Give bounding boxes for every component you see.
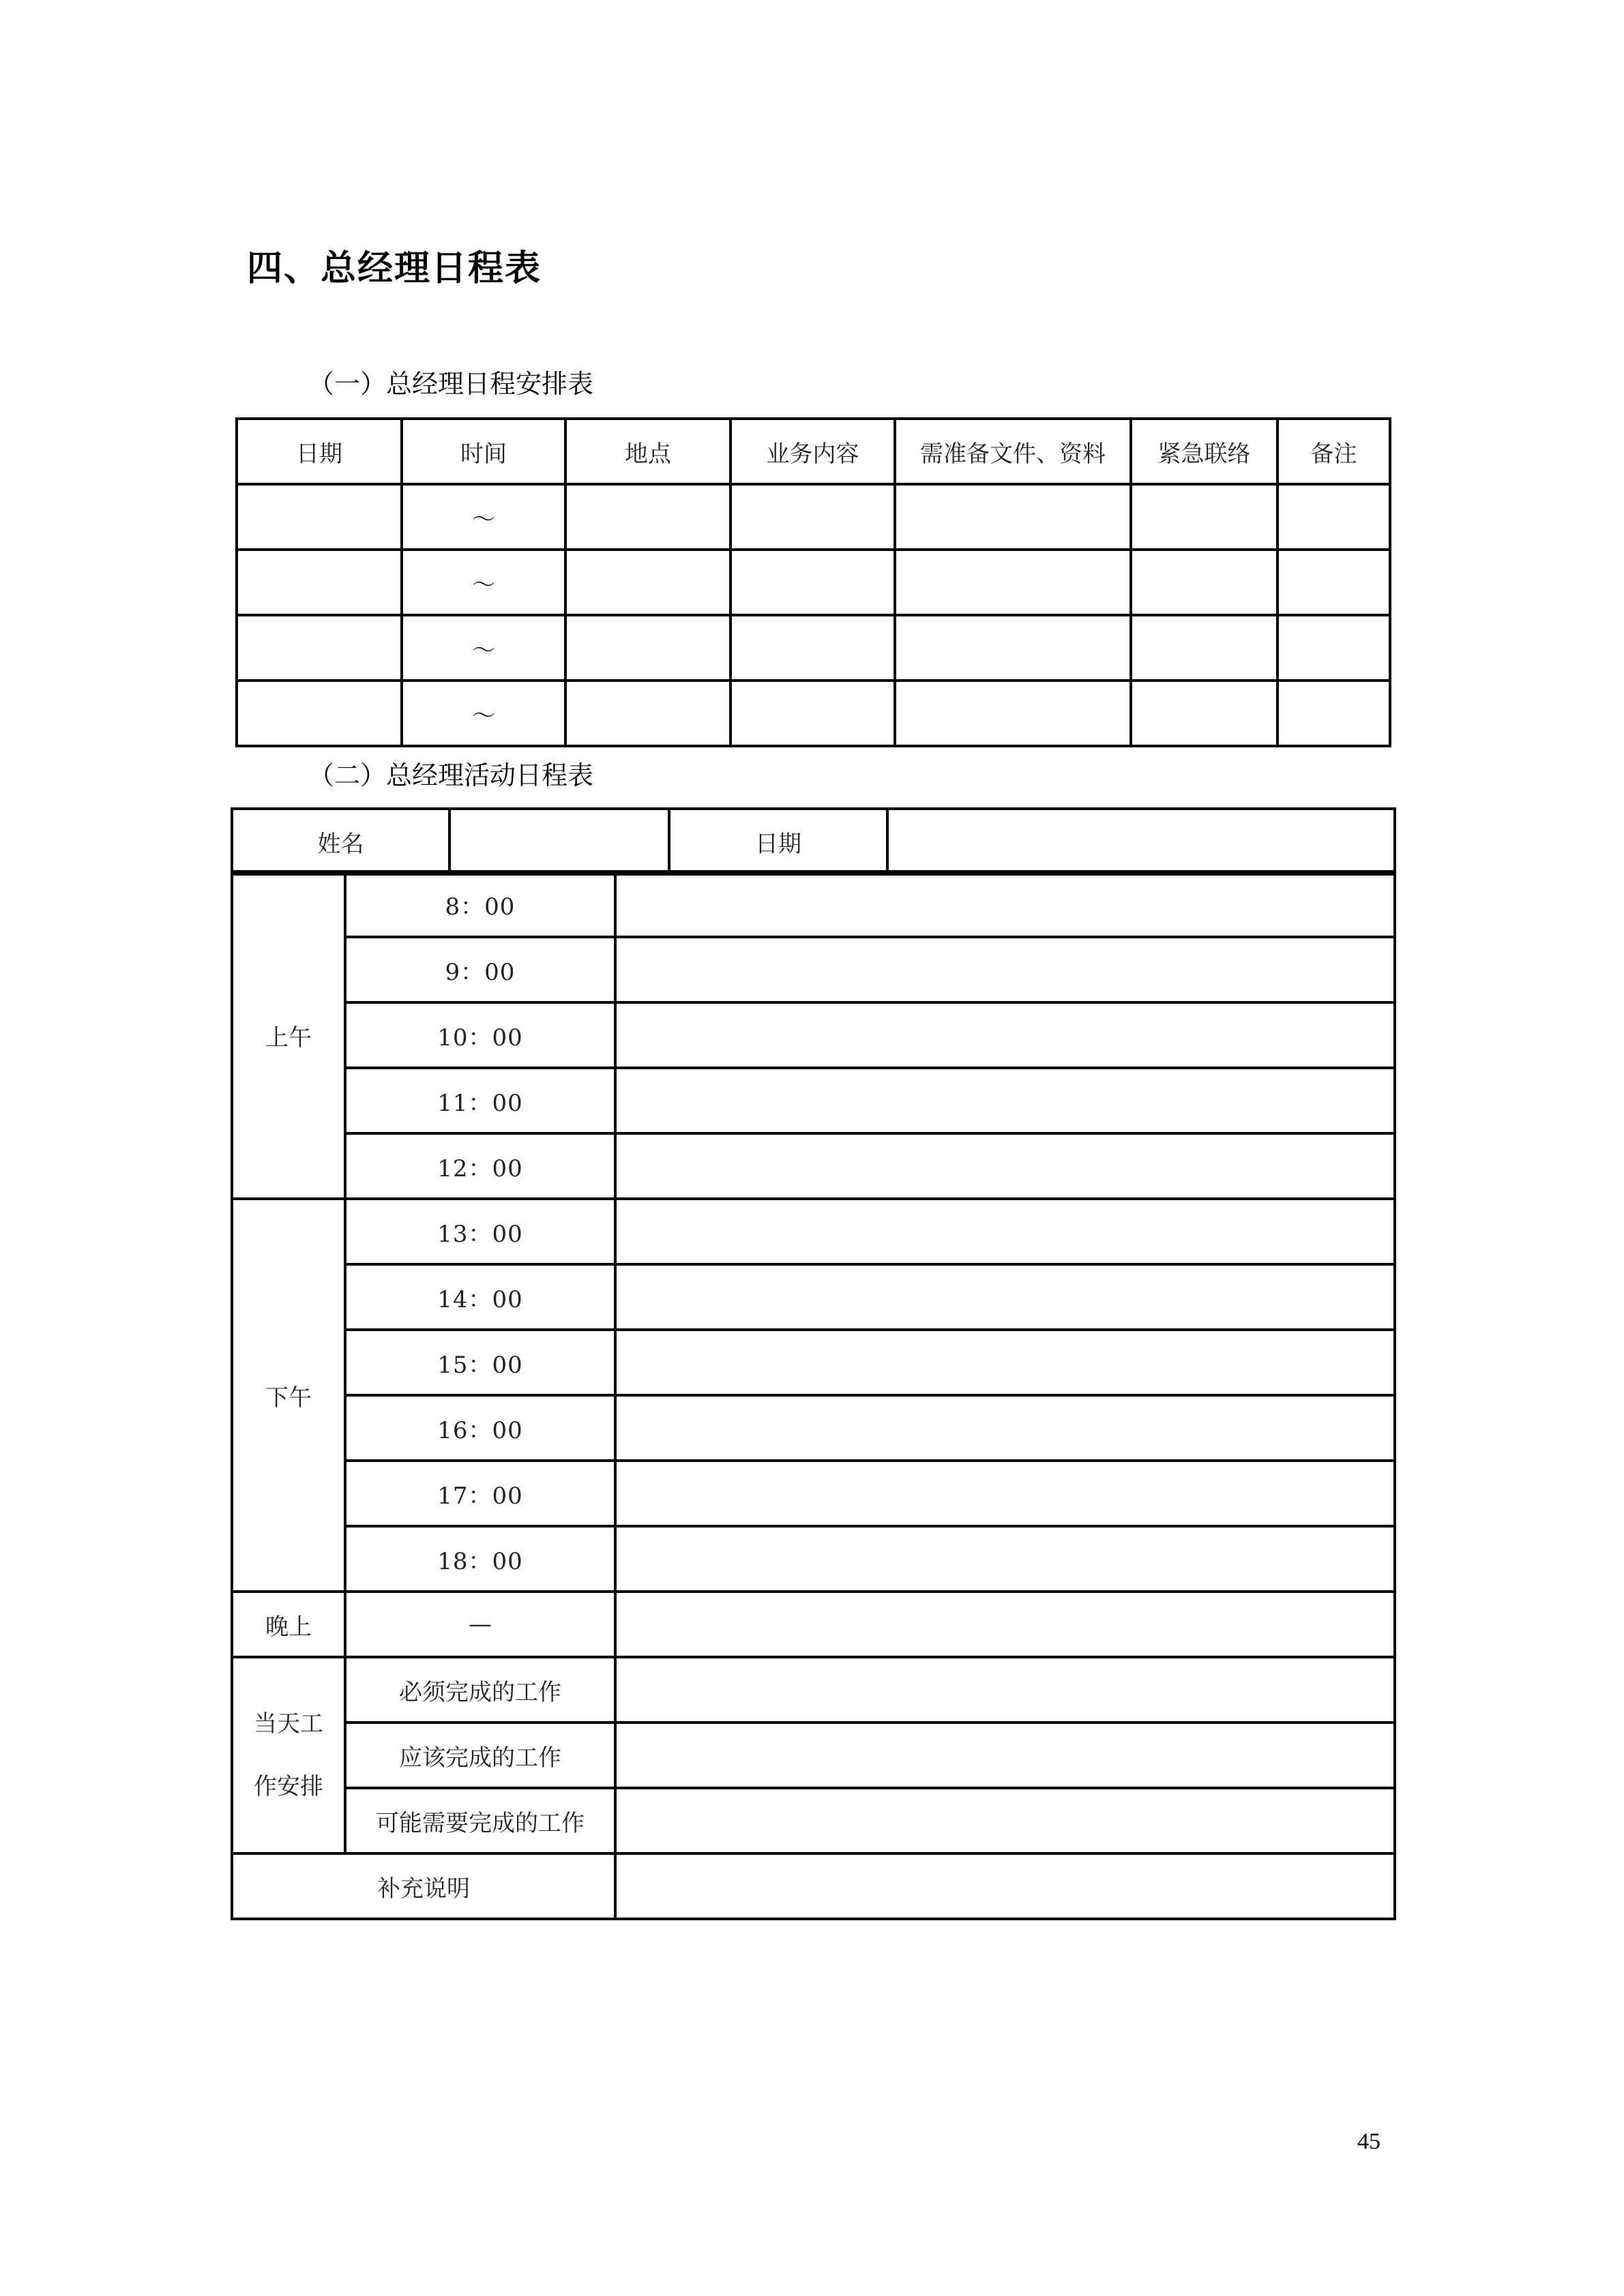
afternoon-label: 下午 (232, 1199, 345, 1592)
daily-work-label (232, 1657, 345, 1853)
time-slot-label: 9：00 (345, 937, 615, 1002)
location-cell[interactable] (565, 681, 730, 746)
daily-work-label-line1: 当天工 (254, 1710, 323, 1738)
time-cell[interactable]: ～ (402, 681, 565, 746)
content-cell[interactable] (730, 550, 895, 615)
work-item-label: 可能需要完成的工作 (345, 1788, 615, 1853)
notes-field[interactable] (615, 1853, 1395, 1919)
time-slot-row (232, 1330, 1395, 1395)
header-business-content: 业务内容 (730, 419, 895, 484)
activity-table-body (231, 870, 1396, 1920)
date-cell[interactable] (237, 681, 402, 746)
content-cell[interactable] (730, 615, 895, 681)
remarks-cell[interactable] (1278, 681, 1390, 746)
time-cell[interactable]: ～ (402, 484, 565, 550)
work-item-field[interactable] (615, 1723, 1395, 1788)
work-item-label: 应该完成的工作 (345, 1723, 615, 1788)
contact-cell[interactable] (1131, 615, 1278, 681)
time-slot-label: 8：00 (345, 871, 615, 937)
date-cell[interactable] (237, 550, 402, 615)
time-slot-label: 13：00 (345, 1199, 615, 1264)
daily-work-label-line2: 作安排 (254, 1773, 323, 1800)
activity-field[interactable] (615, 1199, 1395, 1264)
time-slot-label: 14：00 (345, 1264, 615, 1330)
remarks-cell[interactable] (1278, 484, 1390, 550)
time-slot-label: 17：00 (345, 1461, 615, 1526)
content-cell[interactable] (730, 484, 895, 550)
table-row (237, 550, 1390, 615)
time-slot-label: 11：00 (345, 1068, 615, 1133)
time-slot-row (232, 1264, 1395, 1330)
contact-cell[interactable] (1131, 550, 1278, 615)
documents-cell[interactable] (895, 484, 1131, 550)
time-slot-row (232, 1461, 1395, 1526)
header-remarks: 备注 (1278, 419, 1390, 484)
contact-cell[interactable] (1131, 484, 1278, 550)
time-slot-row (232, 1068, 1395, 1133)
date-cell[interactable] (237, 615, 402, 681)
date-field[interactable] (887, 809, 1395, 874)
activity-field[interactable] (615, 1068, 1395, 1133)
documents-cell[interactable] (895, 615, 1131, 681)
notes-label: 补充说明 (232, 1853, 615, 1919)
notes-row (232, 1853, 1395, 1919)
work-item-field[interactable] (615, 1788, 1395, 1853)
time-slot-row (232, 871, 1395, 937)
header-time: 时间 (402, 419, 565, 484)
remarks-cell[interactable] (1278, 550, 1390, 615)
time-slot-label: 10：00 (345, 1002, 615, 1068)
work-item-row (232, 1723, 1395, 1788)
date-label: 日期 (669, 809, 887, 874)
time-slot-row (232, 1002, 1395, 1068)
page-number: 45 (1357, 2129, 1381, 2154)
activity-field[interactable] (615, 1133, 1395, 1199)
activity-field[interactable] (615, 1395, 1395, 1461)
time-slot-row (232, 1133, 1395, 1199)
name-label: 姓名 (232, 809, 449, 874)
activity-table-header (231, 807, 1396, 876)
time-slot-row (232, 1395, 1395, 1461)
documents-cell[interactable] (895, 550, 1131, 615)
time-cell[interactable]: ～ (402, 550, 565, 615)
header-location: 地点 (565, 419, 730, 484)
location-cell[interactable] (565, 484, 730, 550)
time-slot-row (232, 1526, 1395, 1592)
date-cell[interactable] (237, 484, 402, 550)
activity-field[interactable] (615, 1526, 1395, 1592)
evening-slot-label: — (345, 1592, 615, 1657)
remarks-cell[interactable] (1278, 615, 1390, 681)
schedule-table-title: （一）总经理日程安排表 (308, 369, 594, 399)
time-slot-label: 15：00 (345, 1330, 615, 1395)
time-slot-row (232, 937, 1395, 1002)
table-row (237, 615, 1390, 681)
activity-table-title: （二）总经理活动日程表 (308, 760, 594, 790)
work-item-label: 必须完成的工作 (345, 1657, 615, 1723)
time-slot-label: 16：00 (345, 1395, 615, 1461)
location-cell[interactable] (565, 615, 730, 681)
time-slot-row (232, 1199, 1395, 1264)
work-item-row (232, 1657, 1395, 1723)
activity-field[interactable] (615, 1002, 1395, 1068)
time-slot-label: 12：00 (345, 1133, 615, 1199)
section-title: 四、总经理日程表 (247, 248, 542, 289)
location-cell[interactable] (565, 550, 730, 615)
activity-field[interactable] (615, 1264, 1395, 1330)
evening-label: 晚上 (232, 1592, 345, 1657)
activity-field[interactable] (615, 937, 1395, 1002)
evening-row (232, 1592, 1395, 1657)
header-emergency-contact: 紧急联络 (1131, 419, 1278, 484)
schedule-table (235, 417, 1391, 747)
time-slot-label: 18：00 (345, 1526, 615, 1592)
table-row (237, 681, 1390, 746)
work-item-field[interactable] (615, 1657, 1395, 1723)
name-field[interactable] (449, 809, 669, 874)
work-item-row (232, 1788, 1395, 1853)
documents-cell[interactable] (895, 681, 1131, 746)
content-cell[interactable] (730, 681, 895, 746)
morning-label: 上午 (232, 871, 345, 1199)
header-date: 日期 (237, 419, 402, 484)
time-cell[interactable]: ～ (402, 615, 565, 681)
table-header-row (237, 419, 1390, 484)
contact-cell[interactable] (1131, 681, 1278, 746)
table-row (237, 484, 1390, 550)
activity-field[interactable] (615, 871, 1395, 937)
activity-field[interactable] (615, 1461, 1395, 1526)
activity-field[interactable] (615, 1330, 1395, 1395)
name-date-row (232, 809, 1395, 874)
activity-field[interactable] (615, 1592, 1395, 1657)
header-required-documents: 需准备文件、资料 (895, 419, 1131, 484)
